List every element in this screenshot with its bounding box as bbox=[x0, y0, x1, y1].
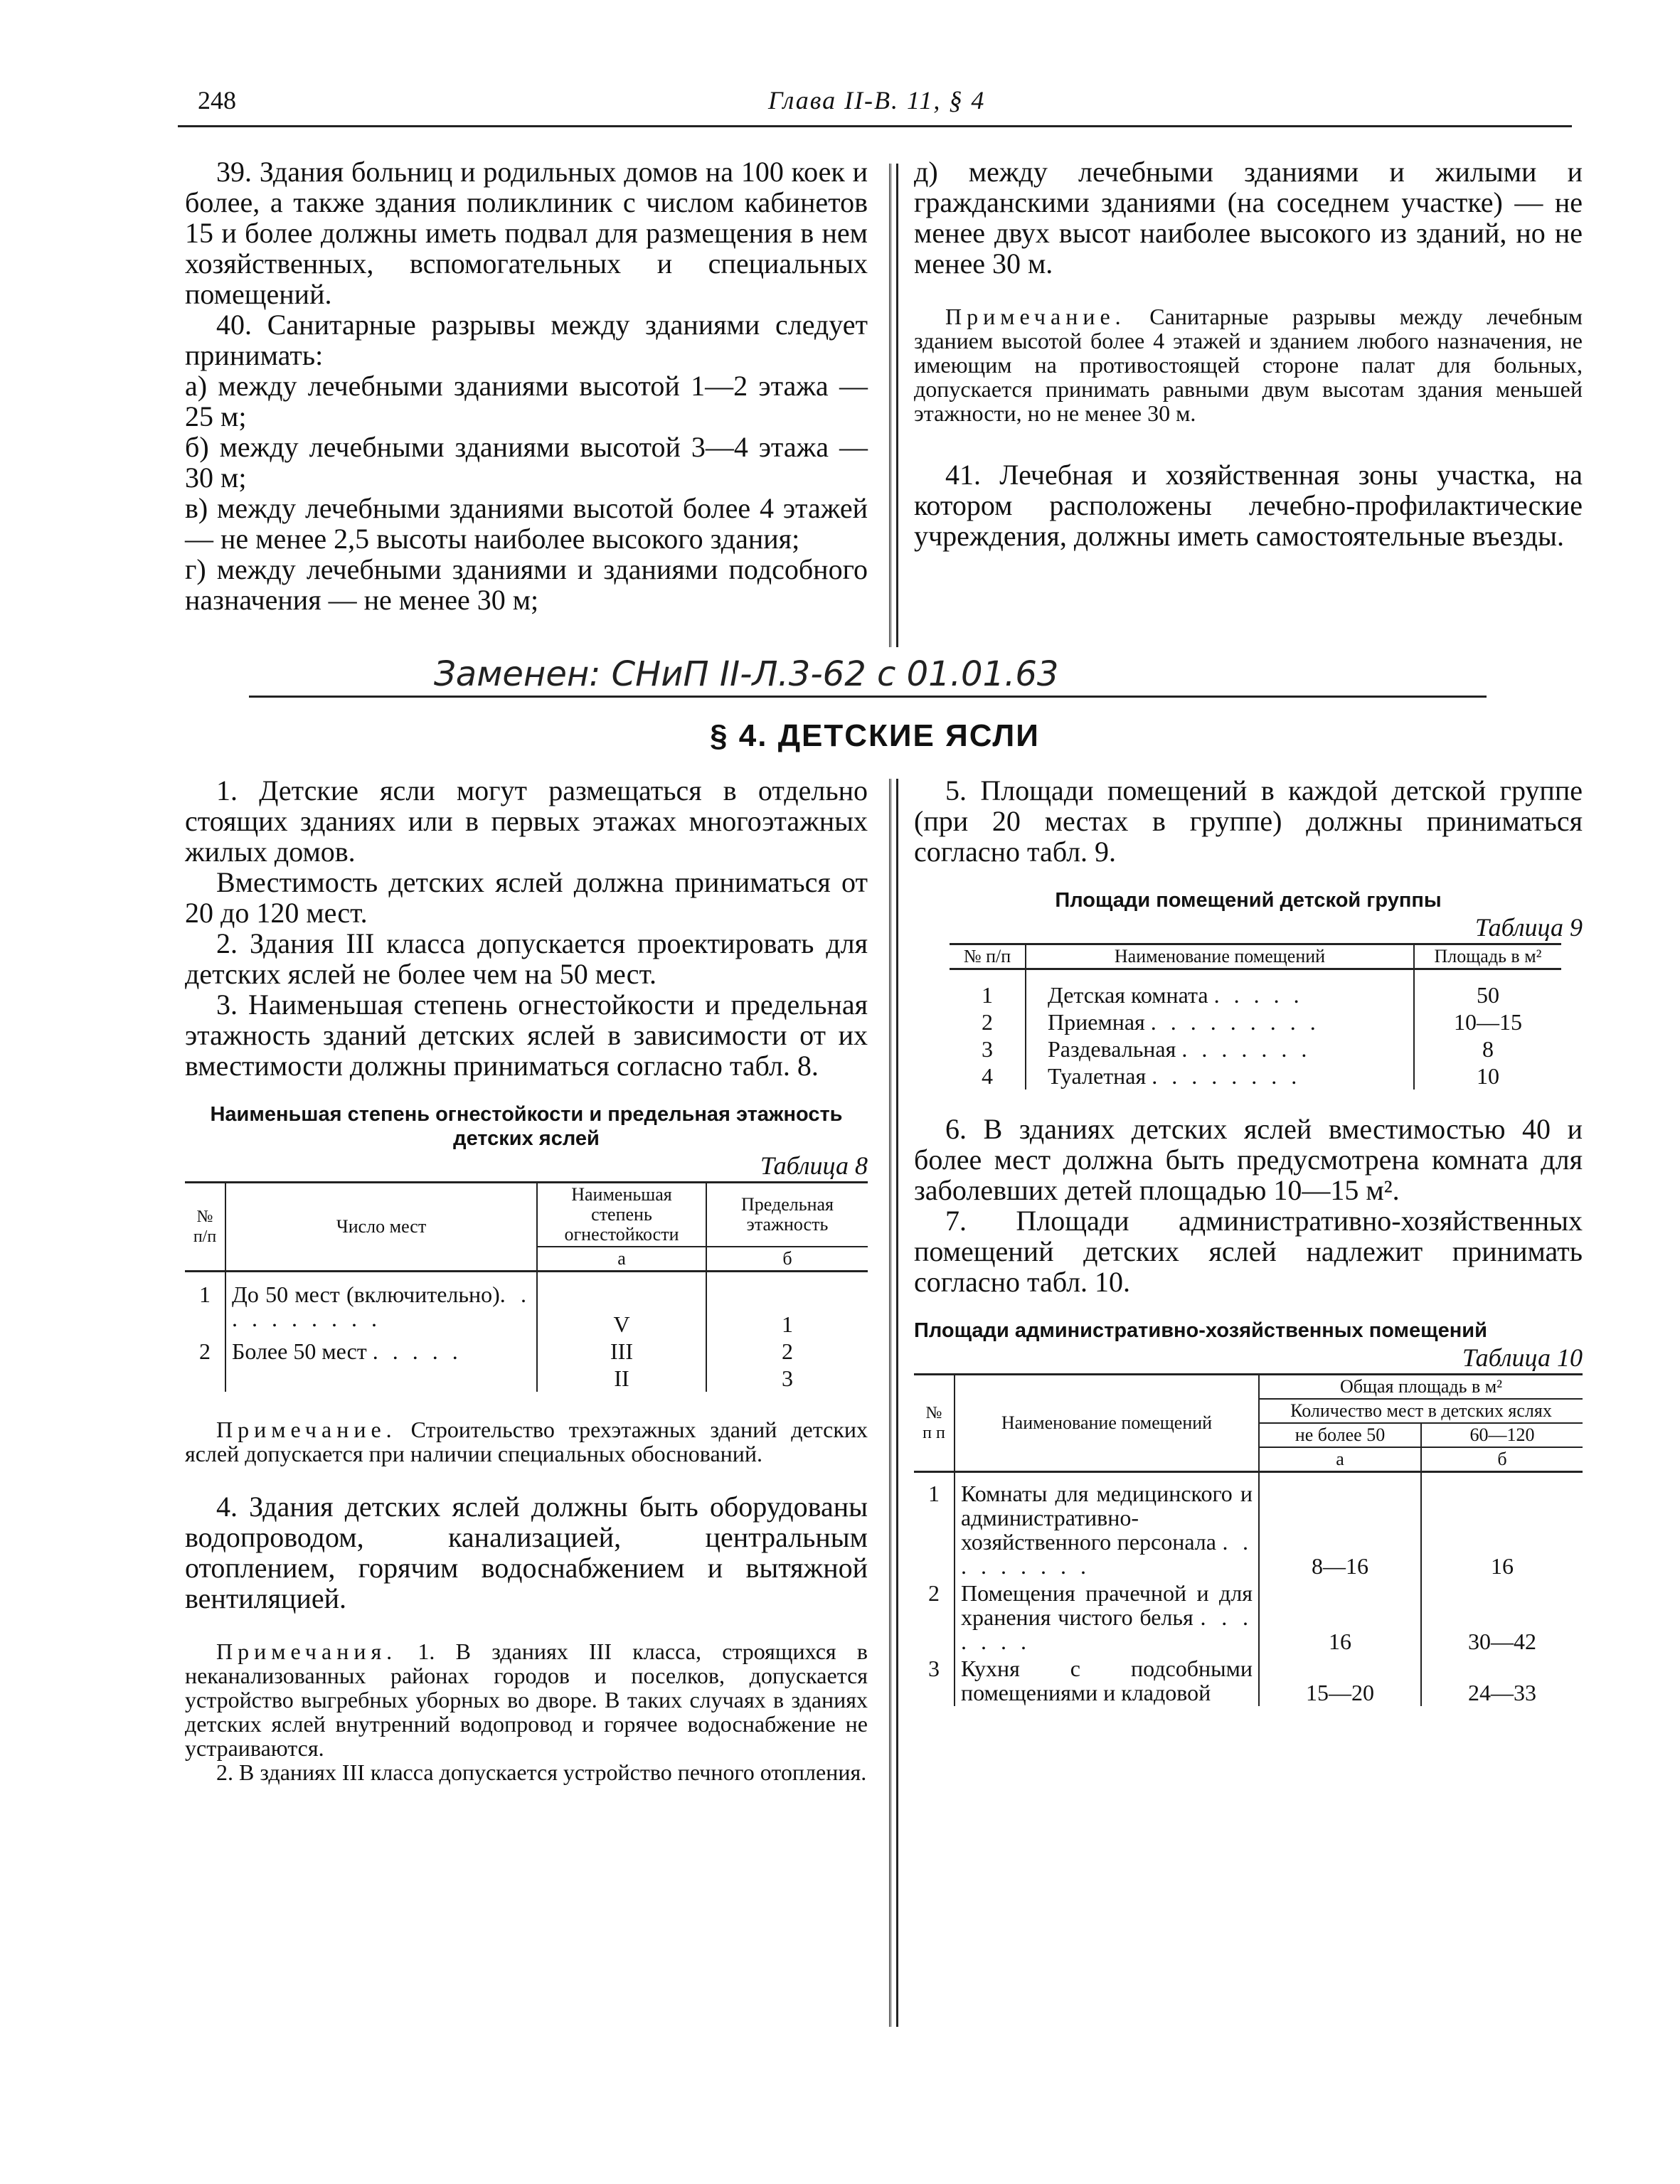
t8-r2-fire: III bbox=[537, 1338, 706, 1365]
t9-r3-area: 8 bbox=[1414, 1035, 1561, 1062]
t9-r4-name: Туалетная . . . . . . . . bbox=[1026, 1062, 1414, 1090]
page-number: 248 bbox=[198, 86, 236, 114]
table-8 bbox=[185, 1181, 868, 1392]
document-page bbox=[178, 85, 1583, 1785]
t10-head-c2: 60—120 bbox=[1421, 1423, 1583, 1447]
bottom-right-column bbox=[914, 775, 1583, 1706]
table-10-caption: Площади административно-хозяйственных помещений bbox=[914, 1319, 1487, 1342]
t9-r4-area: 10 bbox=[1414, 1062, 1561, 1090]
table-9 bbox=[950, 943, 1561, 1090]
column-divider-2 bbox=[889, 779, 898, 2027]
running-header bbox=[178, 85, 1572, 127]
paragraph-41: 41. Лечебная и хозяйственная зоны участка, на котором расположены лечебно-профилактические учреждения, должны иметь самостоятельные въезды. bbox=[914, 459, 1583, 552]
top-right-column bbox=[914, 156, 1583, 551]
table-9-caption: Площади помещений детской группы bbox=[1055, 889, 1442, 912]
t8-r1-no: 1 bbox=[199, 1282, 211, 1307]
t8-r1-floors: 1 bbox=[706, 1272, 868, 1338]
t10-r1-no: 1 bbox=[928, 1481, 940, 1506]
item-b: б) между лечебными зданиями высотой 3—4 этажа — 30 м; bbox=[185, 431, 868, 494]
t8-r3-fire: II bbox=[537, 1365, 706, 1392]
note-sanitary: Примечание. Санитарные разрывы между лечебным зданием высотой более 4 этажей и зданием любого назначения, не имеющим на противостоящей стороне палат для больных, допускается принимать равными двум высотам здания меньшей этажности, но не менее 30 м. bbox=[914, 304, 1583, 426]
t10-r3-a: 15—20 bbox=[1259, 1655, 1421, 1706]
t8-head-b: б bbox=[706, 1247, 868, 1272]
t9-r3-name: Раздевальная . . . . . . . bbox=[1026, 1035, 1414, 1062]
t10-r3-name: Кухня с подсобными помещениями и кладовой bbox=[955, 1655, 1259, 1706]
t10-head-c1: не более 50 bbox=[1259, 1423, 1421, 1447]
table-8-caption: Наименьшая степень огнестойкости и предельная этажность детских яслей bbox=[210, 1103, 843, 1150]
t10-r1-a: 8—16 bbox=[1259, 1472, 1421, 1580]
t9-head-area: Площадь в м² bbox=[1414, 944, 1561, 969]
item-v: в) между лечебными зданиями высотой более 4 этажей — не менее 2,5 высоты наиболее высокого здания; bbox=[185, 492, 868, 555]
section-title: § 4. ДЕТСКИЕ ЯСЛИ bbox=[710, 718, 1040, 753]
item-a: а) между лечебными зданиями высотой 1—2 этажа — 25 м; bbox=[185, 370, 868, 432]
t9-r1-no: 1 bbox=[982, 982, 993, 1008]
chapter-reference: Глава II-В. 11, § 4 bbox=[768, 86, 986, 114]
t9-r2-area: 10—15 bbox=[1414, 1008, 1561, 1035]
paragraph-6: 6. В зданиях детских яслей вместимостью 40 и более мест должна быть предусмотрена комната для заболевших детей площадью 10—15 м². bbox=[914, 1113, 1583, 1206]
t9-r1-area: 50 bbox=[1414, 969, 1561, 1009]
t10-head-b: б bbox=[1421, 1447, 1583, 1472]
column-divider bbox=[889, 164, 898, 647]
t8-r2-name: Более 50 мест . . . . . bbox=[225, 1338, 537, 1365]
t10-head-total: Общая площадь в м² bbox=[1259, 1375, 1583, 1400]
t9-r3-no: 3 bbox=[982, 1036, 993, 1062]
t10-r3-no: 3 bbox=[928, 1656, 940, 1681]
t8-head-a: а bbox=[537, 1247, 706, 1272]
handwritten-annotation: Заменен: СНиП II-Л.3-62 с 01.01.63 bbox=[249, 654, 1487, 698]
t10-r2-b: 30—42 bbox=[1421, 1580, 1583, 1655]
t10-head-name: Наименование помещений bbox=[955, 1375, 1259, 1472]
t9-r2-name: Приемная . . . . . . . . . bbox=[1026, 1008, 1414, 1035]
t10-r1-name: Комнаты для медицинского и административно-хозяйственного персонала . . . . . . . . . bbox=[955, 1472, 1259, 1580]
t8-r3-floors: 3 bbox=[706, 1365, 868, 1392]
t8-r2-floors: 2 bbox=[706, 1338, 868, 1365]
t9-head-name: Наименование помещений bbox=[1026, 944, 1414, 969]
t8-head-fire: Наименьшая степень огнестойкости bbox=[537, 1183, 706, 1247]
t8-r1-name: До 50 мест (включительно). . . . . . . . . . bbox=[225, 1272, 537, 1338]
t10-r2-no: 2 bbox=[928, 1580, 940, 1606]
paragraph-40: 40. Санитарные разрывы между зданиями следует принимать: bbox=[185, 309, 868, 371]
t10-r1-b: 16 bbox=[1421, 1472, 1583, 1580]
paragraph-3: 3. Наименьшая степень огнестойкости и предельная этажность зданий детских яслей в зависимости от их вместимости должны приниматься согласно табл. 8. bbox=[185, 989, 868, 1082]
notes-1: Примечания. 1. В зданиях III класса, строящихся в неканализованных районах городов и поселков, допускается устройство выгребных уборных во дворе. В таких случаях в зданиях детских яслей внутренний водопровод и горячее водоснабжение не устраиваются. bbox=[185, 1639, 868, 1761]
t8-head-places: Число мест bbox=[225, 1183, 537, 1272]
table-8-note: Примечание. Строительство трехэтажных зданий детских яслей допускается при наличии специальных обоснований. bbox=[185, 1417, 868, 1466]
paragraph-4: 4. Здания детских яслей должны быть оборудованы водопроводом, канализацией, центральным отоплением, горячим водоснабжением и вытяжной вентиляцией. bbox=[185, 1491, 868, 1614]
paragraph-1: 1. Детские ясли могут размещаться в отдельно стоящих зданиях или в первых этажах многоэтажных жилых домов. bbox=[185, 774, 868, 868]
t10-head-places: Количество мест в детских яслях bbox=[1259, 1399, 1583, 1423]
t8-r2-no: 2 bbox=[199, 1338, 211, 1364]
t8-head-floors: Предельная этажность bbox=[706, 1183, 868, 1247]
top-left-column bbox=[185, 156, 868, 615]
t9-r4-no: 4 bbox=[982, 1063, 993, 1089]
t8-head-no: № п/п bbox=[193, 1208, 217, 1246]
notes-2: 2. В зданиях III класса допускается устройство печного отопления. bbox=[216, 1759, 867, 1785]
t9-r1-name: Детская комната . . . . . bbox=[1026, 969, 1414, 1009]
bottom-left-column bbox=[185, 775, 868, 1784]
table-10-number: Таблица 10 bbox=[1462, 1343, 1583, 1372]
t10-r2-a: 16 bbox=[1259, 1580, 1421, 1655]
paragraph-7: 7. Площади административно-хозяйственных помещений детских яслей надлежит принимать согласно табл. 10. bbox=[914, 1205, 1583, 1298]
t10-r3-b: 24—33 bbox=[1421, 1655, 1583, 1706]
table-9-number: Таблица 9 bbox=[1474, 913, 1583, 942]
paragraph-39: 39. Здания больниц и родильных домов на 100 коек и более, а также здания поликлиник с числом кабинетов 15 и более должны иметь подвал для размещения в нем хозяйственных, вспомогательных и специальных помещений. bbox=[185, 156, 868, 310]
t8-r1-fire: V bbox=[537, 1272, 706, 1338]
t10-r2-name: Помещения прачечной и для хранения чистого белья . . . . . . . bbox=[955, 1580, 1259, 1655]
table-10 bbox=[914, 1373, 1583, 1706]
t9-r2-no: 2 bbox=[982, 1009, 993, 1035]
paragraph-1b: Вместимость детских яслей должна приниматься от 20 до 120 мест. bbox=[185, 866, 868, 929]
table-8-number: Таблица 8 bbox=[760, 1151, 868, 1180]
paragraph-5: 5. Площади помещений в каждой детской группе (при 20 местах в группе) должны приниматься согласно табл. 9. bbox=[914, 774, 1583, 868]
t9-head-no: № п/п bbox=[963, 946, 1011, 966]
item-g: г) между лечебными зданиями и зданиями подсобного назначения — не менее 30 м; bbox=[185, 553, 868, 616]
paragraph-2: 2. Здания III класса допускается проектировать для детских яслей не более чем на 50 мест. bbox=[185, 927, 868, 990]
item-d: д) между лечебными зданиями и жилыми и гражданскими зданиями (на соседнем участке) — не менее двух высот наиболее высокого из зданий, но не менее 30 м. bbox=[914, 156, 1583, 279]
t10-head-no: № п п bbox=[923, 1404, 945, 1442]
t10-head-a: а bbox=[1259, 1447, 1421, 1472]
